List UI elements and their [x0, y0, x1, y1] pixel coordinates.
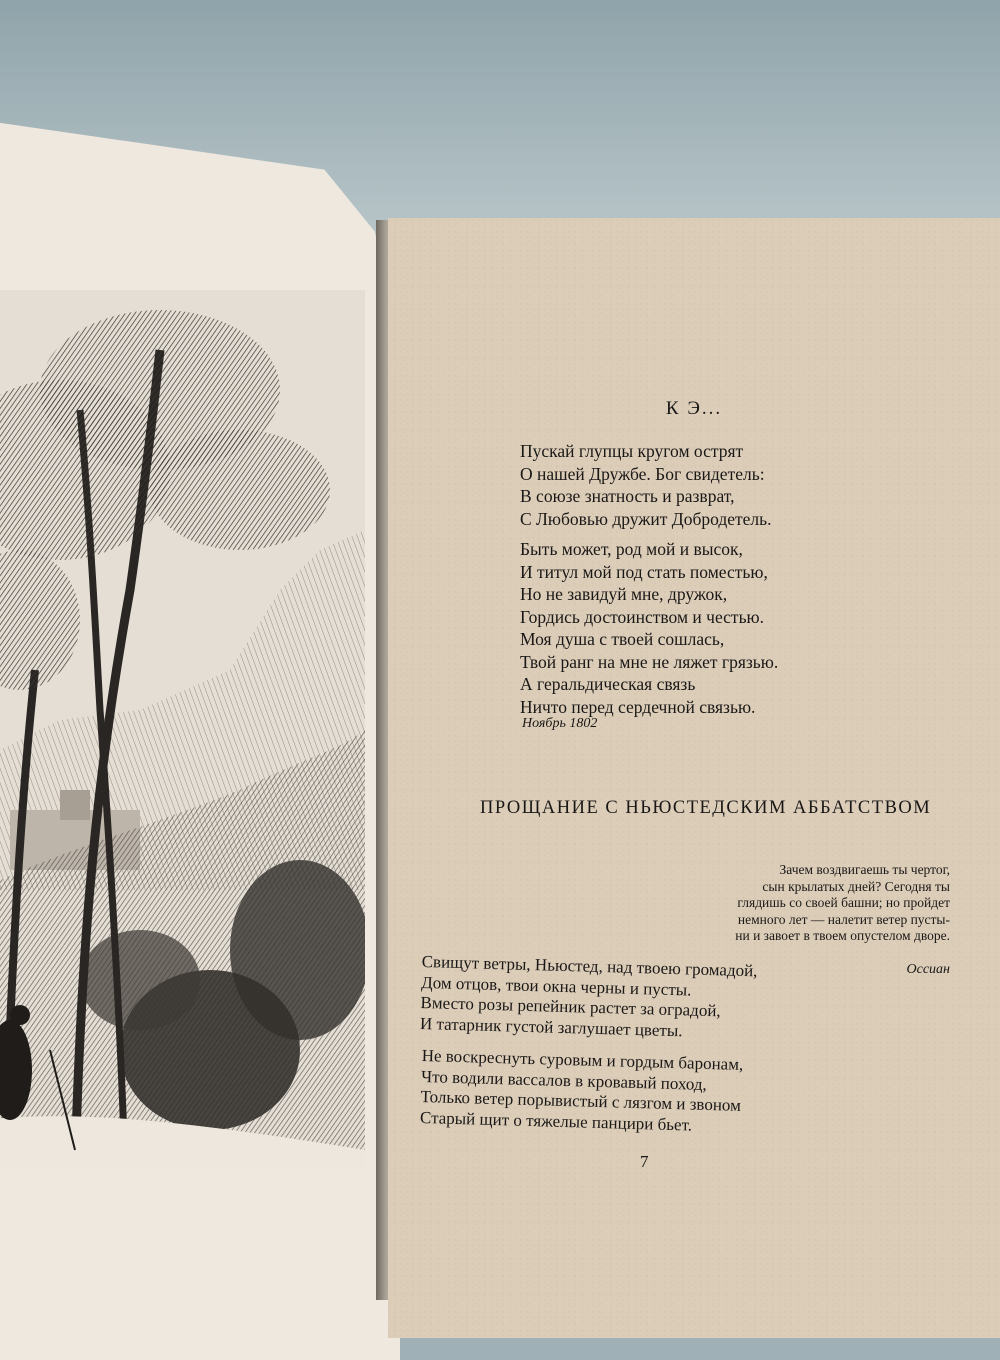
poem1-stanza-3	[520, 628, 778, 718]
poem-title-1: К Э...	[665, 398, 723, 419]
epigraph-line: немного лет — налетит ветер пусты-	[737, 911, 950, 927]
right-page	[388, 218, 1000, 1338]
poem1-stanza-1	[520, 440, 772, 530]
left-page	[0, 120, 400, 1360]
verse-line: Гордись достоинством и честью.	[520, 606, 765, 627]
verse-line: О нашей Дружбе. Бог свидетель:	[520, 463, 765, 484]
verse-line: Ничто перед сердечной связью.	[520, 696, 756, 717]
epigraph-line: сын крылатых дней? Сегодня ты	[762, 878, 950, 894]
poem1-stanza-2	[520, 538, 768, 628]
verse-line: Только ветер порывистый с лязгом и звоном	[420, 1086, 742, 1115]
poem2-stanza-2	[420, 1046, 744, 1137]
epigraph-line: глядишь со своей башни; но пройдет	[737, 895, 950, 910]
poem-date: Ноябрь 1802	[522, 716, 598, 731]
verse-line: Дом отцов, твои окна черны и пусты.	[420, 972, 692, 1000]
landscape-engraving	[0, 290, 365, 1170]
verse-line: А геральдическая связь	[520, 674, 696, 694]
epigraph-line: ни и завоет в твоем опустелом дворе.	[735, 928, 950, 943]
epigraph	[735, 862, 950, 945]
verse-line: Быть может, род мой и высок,	[520, 539, 743, 559]
epigraph-author: Оссиан	[906, 962, 950, 977]
verse-line: Пускай глупцы кругом острят	[520, 441, 744, 461]
verse-line: В союзе знатность и разврат,	[520, 486, 735, 506]
verse-line: И татарник густой заглушает цветы.	[419, 1013, 683, 1040]
verse-line: И титул мой под стать поместью,	[520, 561, 768, 582]
poem2-stanza-1	[420, 952, 758, 1043]
poem-title-2: ПРОЩАНИЕ С НЬЮСТЕДСКИМ АББАТСТВОМ	[480, 798, 932, 818]
verse-line: С Любовью дружит Добродетель.	[520, 508, 772, 529]
page-number: 7	[640, 1152, 649, 1171]
verse-line: Что водили вассалов в кровавый поход,	[420, 1066, 708, 1094]
verse-line: Вместо розы репейник растет за оградой,	[420, 992, 721, 1021]
verse-line: Не воскреснуть суровым и гордым баронам,	[421, 1046, 744, 1074]
verse-line: Старый щит о тяжелые панцири бьет.	[419, 1107, 693, 1135]
verse-line: Но не завидуй мне, дружок,	[520, 584, 728, 604]
epigraph-line: Зачем воздвигаешь ты чертог,	[779, 862, 950, 877]
verse-line: Свищут ветры, Ньюстед, над твоею громадой,	[421, 952, 758, 981]
verse-line: Моя душа с твоей сошлась,	[520, 629, 725, 649]
verse-line: Твой ранг на мне не ляжет грязью.	[520, 651, 779, 672]
